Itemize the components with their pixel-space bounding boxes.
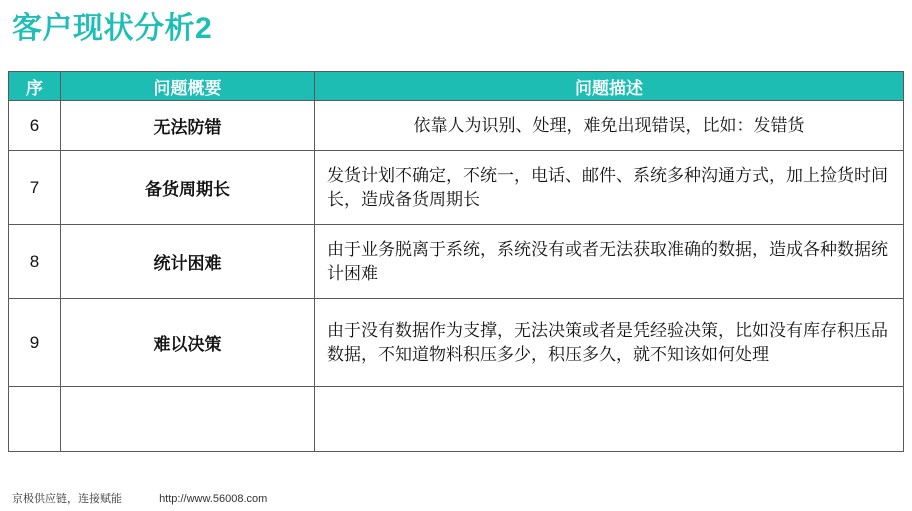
footer-slogan: 京极供应链，连接赋能 — [12, 493, 122, 505]
table-row — [9, 225, 904, 299]
row-summary: 难以决策 — [61, 299, 315, 387]
header-index: 序 — [9, 72, 61, 101]
row-summary — [61, 387, 315, 452]
row-index: 9 — [9, 299, 61, 387]
row-summary: 无法防错 — [61, 101, 315, 151]
table-row-empty — [9, 387, 904, 452]
row-index: 6 — [9, 101, 61, 151]
row-description: 依靠人为识别、处理，难免出现错误，比如：发错货 — [315, 101, 904, 151]
page-title: 客户现状分析2 — [12, 12, 213, 45]
analysis-table-container — [8, 71, 903, 452]
footer — [12, 490, 267, 506]
table-row — [9, 299, 904, 387]
table-row — [9, 101, 904, 151]
analysis-table — [8, 71, 904, 452]
footer-url[interactable]: http://www.56008.com — [159, 493, 268, 505]
row-description — [315, 387, 904, 452]
row-index — [9, 387, 61, 452]
header-description: 问题描述 — [315, 72, 904, 101]
row-index: 8 — [9, 225, 61, 299]
table-header-row — [9, 72, 904, 101]
row-summary: 统计困难 — [61, 225, 315, 299]
table-row — [9, 151, 904, 225]
row-summary: 备货周期长 — [61, 151, 315, 225]
row-description: 由于没有数据作为支撑，无法决策或者是凭经验决策，比如没有库存积压品数据，不知道物料积压多少，积压多久，就不知该如何处理 — [315, 299, 904, 387]
row-index: 7 — [9, 151, 61, 225]
row-description: 发货计划不确定，不统一，电话、邮件、系统多种沟通方式，加上捡货时间长，造成备货周期长 — [315, 151, 904, 225]
row-description: 由于业务脱离于系统，系统没有或者无法获取准确的数据，造成各种数据统计困难 — [315, 225, 904, 299]
header-summary: 问题概要 — [61, 72, 315, 101]
